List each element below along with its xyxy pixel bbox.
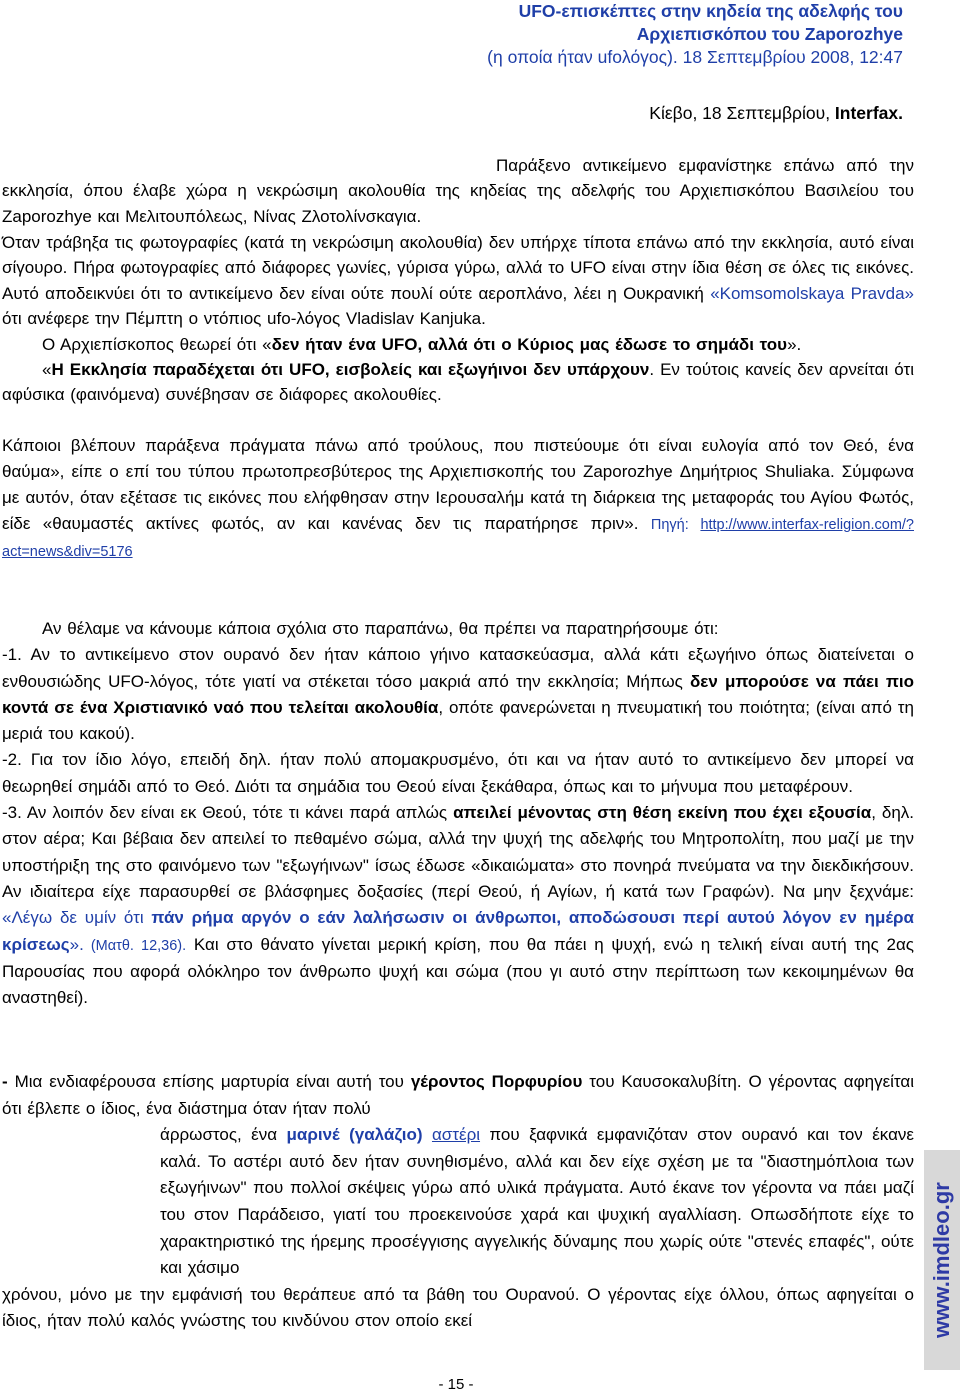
comment-3-bold: απειλεί μένοντας στη θέση εκείνη που έχει εξουσία	[453, 803, 872, 823]
p7-text-a: Μια ενδιαφέρουσα επίσης μαρτυρία είναι αυτή του	[14, 1072, 411, 1091]
p7-text-d: που ξαφνικά εμφανιζόταν στον ουρανό και τον έκανε καλά. Το αστέρι αυτό δεν ήταν συνηθισμένο, αλλά και δεν είχε σχέση με τα "διαστημόπλοια των εξωγήινων" που πολλοί σκέψεις γύρω από υλικά πράγματα. Αυτό έκανε τον γέροντα να πάει μαζί του στον Παράδεισο, γιατί του προεκεινούσε χαρά και ψυχική αγαλλίαση. Οπωσδήποτε είχε το χαρακτηριστικό της ήρεμης προσέγγισης αγγελικής δύναμης που χωρίς ούτε "στενές επαφές", ούτε και χάσιμο	[160, 1125, 914, 1278]
p7-bold-blue: μαρινέ (γαλάζιο)	[286, 1125, 423, 1145]
comments-intro: Αν θέλαμε να κάνουμε κάποια σχόλια στο παραπάνω, θα πρέπει να παρατηρήσουμε ότι:	[42, 619, 719, 638]
p2-text-a: Όταν τράβηξα τις φωτογραφίες (κατά τη νεκρώσιμη ακολουθία) δεν υπήρχε τίποτα επάνω από την εκκλησία, αυτό είναι σίγουρο. Πήρα φωτογραφίες από διάφορες γωνίες, γύρισα γύρω, αλλά το UFO είναι στην ίδια θέση σε όλες τις εικόνες. Αυτό αποδεικνύει ότι το αντικείμενο δεν είναι ούτε πουλί ούτε αεροπλάνο, λέει η Ουκρανική	[2, 233, 914, 303]
p2-text-b: ότι ανέφερε την Πέμπτη ο ντόπιος ufo-λόγος Vladislav Kanjuka.	[2, 309, 486, 329]
star-word: αστέρι	[431, 1125, 481, 1145]
p7-intro	[2, 1069, 914, 1122]
subtitle: (η οποία ήταν ufoλόγος). 18 Σεπτεμβρίου 2008, 12:47	[487, 47, 903, 67]
dateline-agency: Interfax.	[834, 103, 903, 123]
comment-1-text-a: -1. Αν το αντικείμενο στον ουρανό δεν ήταν κάποιο γήινο κατασκεύασμα, αλλά κάτι εξωγήινο όπως διατείνεται ο ενθουσιώδης UFO-λόγος, τότε γιατί να στέκεται τόσο μακριά από την εκκλησία; Μήπως	[2, 645, 914, 691]
p7-dash: -	[2, 1072, 15, 1091]
comment-1	[2, 642, 914, 747]
p7-text-c: άρρωστος, ένα	[160, 1125, 287, 1145]
bible-reference: (Ματθ. 12,36).	[83, 937, 187, 954]
paragraphs-2-4	[2, 230, 914, 408]
page-number: - 15 -	[438, 1376, 474, 1393]
comment-3	[2, 800, 914, 1011]
bible-quote-open: «Λέγω δε υμίν ότι	[2, 908, 152, 928]
p7-tail: χρόνου, μόνο με την εμφάνισή του θεράπευε από τα βάθη του Ουρανού. Ο γέροντας είχε όλλου, όπως αφηγείται ο ίδιος, ήταν πολύ καλός γνώστης του κινδύνου στον οποίο εκεί	[2, 1284, 914, 1331]
site-watermark: www.imdleo.gr	[924, 1150, 960, 1370]
bible-quote-bold: πάν ρήμα αργόν ο εάν λαλήσωσιν οι άνθρωποι, αποδώσουσι περί αυτού λόγον εν ημέρα κρίσεως	[2, 908, 914, 954]
source-link[interactable]: http://www.interfax-religion.com/?act=news&div=5176	[2, 517, 914, 560]
p4-text-b: . Εν τούτοις κανείς δεν αρνείται ότι αφύσικα (φαινόμενα) συνέβησαν σε διάφορες ακολουθίες.	[2, 360, 914, 405]
header	[487, 0, 903, 69]
paragraph-3	[2, 332, 914, 357]
bible-quote-close: ».	[69, 934, 84, 954]
title-line-1: UFO-επισκέπτες στην κηδεία της αδελφής του	[518, 1, 903, 21]
comment-2: -2. Για τον ίδιο λόγο, επειδή δηλ. ήταν πολύ απομακρυσμένο, ότι και να ήταν αυτό το αντικείμενο δεν μπορεί να θεωρηθεί σημάδι από το Θεό. Διότι τα σημάδια του Θεού είναι ξεκάθαρα, όπως και το μήνυμα που μεταφέρουν.	[2, 750, 914, 796]
paragraph-5	[2, 433, 914, 565]
dateline	[649, 103, 903, 124]
newspaper-name: «Komsomolskaya Pravda»	[710, 283, 914, 303]
p3-text-b: ».	[787, 334, 802, 354]
p3-text-a: Ο Αρχιεπίσκοπος θεωρεί ότι «	[42, 334, 272, 354]
comment-3-text-c: Και στο θάνατο γίνεται μερική κρίση, που θα πάει η ψυχή, ενώ η τελική είναι αυτή της 2ας Παρουσίας που αφορά ολόκληρο τον άνθρωπο ψυχή και σώμα (που γι αυτό στην περίπτωση των κεκοιμημένων θα αναστηθεί).	[2, 934, 915, 1008]
comment-3-text-a: -3. Αν λοιπόν δεν είναι εκ Θεού, τότε τι κάνει παρά απλώς	[2, 803, 454, 823]
title-line-2: Αρχιεπισκόπου του Zaporozhye	[636, 24, 903, 44]
comment-1-bold: δεν μπορούσε να πάει πιο κοντά σε ένα Χριστιανικό ναό που τελείται ακολουθία	[2, 671, 914, 717]
comment-1-text-b: , οπότε φανερώνεται η πνευματική του ποιότητα; (είναι από τη μεριά του κακού).	[2, 697, 914, 744]
p7-bold-porfyrios: γέροντος Πορφυρίου	[410, 1072, 583, 1091]
p4-bold: Η Εκκλησία παραδέχεται ότι UFO, εισβολείς και εξωγήινοι δεν υπάρχουν	[51, 360, 650, 380]
comments-section	[2, 616, 914, 1011]
comment-3-text-b: , δηλ. στον αέρα; Και βέβαια δεν απειλεί το πεθαμένο σώμα, αλλά την ψυχή της αδελφής του Μητροπολίτη, που μαζί με την υποστήριξη της στο φαινόμενο των "εξωγήινων" ίσως έδωσε «δικαιώματα» στο πονηρά πνεύματα να την διεκδικήσουν. Αν ιδιαίτερα είχε παρασυρθεί σε βλάσφημες δοξασίες (περί Θεού, ή Αγίων, ή κατά των Γραφών). Να μην ξεχνάμε:	[2, 803, 914, 901]
p7-indented-block	[2, 1122, 914, 1282]
paragraph-porphyrios	[2, 1069, 914, 1335]
p5-text: Κάποιοι βλέπουν παράξενα πράγματα πάνω από τρούλους, που πιστεύουμε ότι είναι ευλογία από τον Θεό, ένα θαύμα», είπε ο επί του τύπου πρωτοπρεσβύτερος της Αρχιεπισκοπής του Zaporozhye Δημήτριος Shuliaka. Σύμφωνα με αυτόν, όταν εξέτασε τις εικόνες που ελήφθησαν στην Ιερουσαλήμ κατά τη διάρκεια της μεταφοράς του Αγίου Φωτός, είδε «θαυμαστές ακτίνες φωτός, αν και κανένας δεν τις παρατήρησε πριν».	[2, 436, 914, 533]
paragraph-1: Παράξενο αντικείμενο εμφανίστηκε επάνω από την εκκλησία, όπου έλαβε χώρα η νεκρώσιμη ακολουθία της κηδείας της αδελφής του Αρχιεπισκόπου Βασιλείου του Zaporozhye και Μελιτουπόλεως, Νίνας Ζλοτολίνσκαγια.	[2, 156, 914, 226]
p7-text-b: του Καυσοκαλυβίτη. Ο γέροντας αφηγείται ότι έβλεπε ο ίδιος, ένα διάστημα όταν ήταν πολύ	[2, 1072, 914, 1118]
p3-bold: δεν ήταν ένα UFO, αλλά ότι ο Κύριος μας έδωσε το σημάδι του	[271, 334, 788, 354]
p4-text-a: «	[42, 360, 52, 380]
paragraph-4	[2, 357, 914, 408]
dateline-place: Κίεβο, 18 Σεπτεμβρίου,	[649, 103, 835, 123]
source-label: Πηγή:	[650, 517, 701, 533]
paragraph-2	[2, 230, 914, 332]
